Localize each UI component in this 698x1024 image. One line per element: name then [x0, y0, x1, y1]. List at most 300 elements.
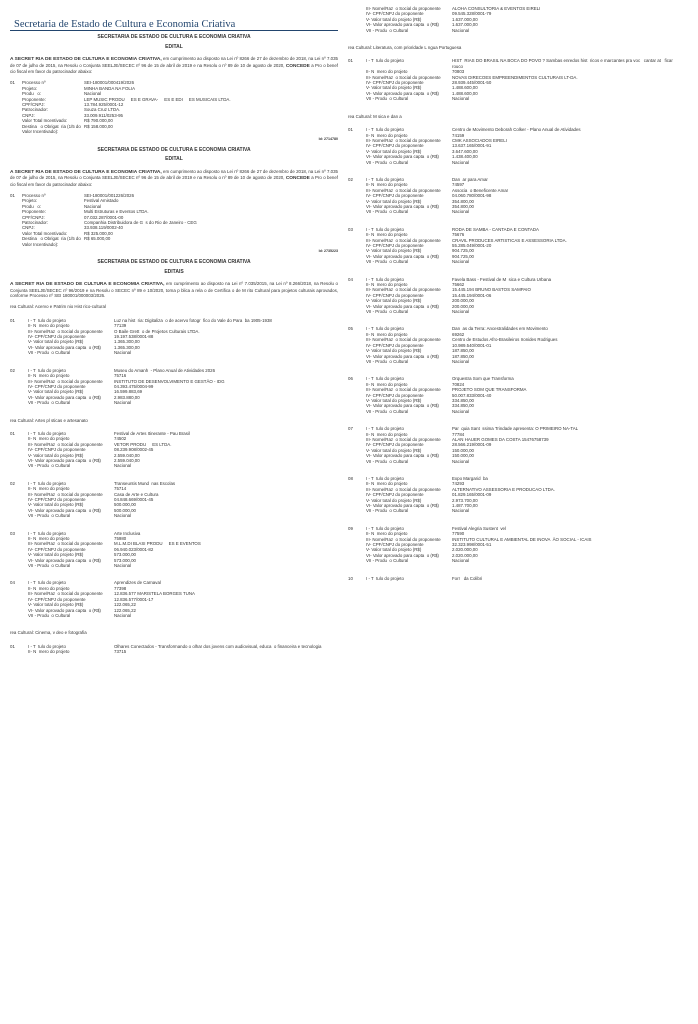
project-entry — [348, 227, 678, 265]
process-value: 07.032.287/0001-00 — [84, 214, 124, 220]
block2-intro-bold2: CONCEDE — [285, 176, 310, 182]
entry-value: VETOR PRODU ES LTDA. — [114, 441, 172, 447]
entry-label: VI- Valor aprovado para capta o (R$) — [366, 22, 439, 28]
entry-value: 122.065,22 — [114, 602, 136, 608]
entry-label: VI- Valor aprovado para capta o (R$) — [366, 453, 439, 459]
entry-number: 02 — [10, 480, 15, 486]
entry-label: II- N mero do projeto — [28, 373, 70, 379]
process-label: CPF/CNPJ: — [22, 102, 45, 108]
area-heading: rea Cultural: M sica e dan a — [348, 113, 402, 119]
entry-label: V- Valor total do projeto (R$) — [366, 148, 422, 154]
entry-value: 75676 — [452, 232, 465, 238]
entry-label: I - T tulo do projeto — [28, 480, 66, 486]
entry-label: II- N mero do projeto — [366, 132, 408, 138]
project-entry — [10, 368, 338, 406]
project-entry — [348, 58, 678, 101]
entry-label: III- Nome/Raz o Social do proponente — [366, 74, 441, 80]
entry-label: VII - Produ o Cultural — [366, 508, 409, 514]
entry-value: 1.487.700,00 — [452, 503, 478, 509]
entry-value: 74597 — [452, 182, 465, 188]
block1-intro-text: em cumprimento ao disposto na Lei nº 8266 de 27 de dezembro de 2018, na Lei nº 7.035 de 07 de julho de 2015, na Resolu o Conjunta SEELJE/SECEC nº 96 de 15 de abril de 2019 e na Resolu o nº 89 de 10 de agosto de 2020, — [10, 56, 338, 68]
entry-value: 1.488.600,00 — [452, 90, 478, 96]
entry-label: II- N mero do projeto — [366, 69, 408, 75]
process-label: Patrocinador: — [22, 219, 49, 225]
project-entry — [10, 431, 338, 469]
entry-label: V- Valor total do projeto (R$) — [366, 447, 422, 453]
entry-label: IV- CPF/CNPJ do proponente — [366, 243, 424, 248]
entry-value: Arte Inclusiva — [114, 530, 141, 536]
entry-value: INSTITUTO DE DESENVOLVIMENTO E GESTÃO - IDG — [114, 378, 225, 384]
entry-value: 2.973.700,00 — [452, 497, 478, 503]
entry-label: III- Nome/Raz o Social do proponente — [28, 541, 103, 547]
entry-value: 77784 — [452, 431, 465, 437]
entry-value: 77139 — [114, 323, 127, 329]
block2-intro-text2: a Pro o benef cio fiscal em favor do patrocinador abaixo: — [10, 175, 338, 187]
entry-value: 1.365.300,00 — [114, 339, 140, 345]
entry-value: INSTITUTO CULTURAL E AMBIENTAL DE INOVA ÃO SOCIAL - ICAIS — [452, 536, 592, 542]
entry-value: 500.000,00 — [114, 502, 136, 508]
entry-label: I - T tulo do projeto — [366, 525, 404, 531]
process-value: Souza Cruz LTDA. — [84, 107, 121, 113]
entry-value: Nacional — [114, 563, 132, 569]
process-label: Projeto: — [22, 85, 38, 91]
entry-label: III- Nome/Raz o Social do proponente — [28, 378, 103, 384]
process-label: Projeto: — [22, 198, 38, 204]
project-entry — [10, 481, 338, 519]
entry-label: I - T tulo do projeto — [366, 376, 404, 382]
entry-number: 05 — [348, 326, 353, 332]
entry-number: 04 — [348, 276, 353, 282]
entry-label: I - T tulo do projeto — [28, 317, 66, 323]
project-entry — [10, 318, 338, 356]
entry-label: V- Valor total do projeto (R$) — [366, 16, 422, 22]
entry-value: 13.637.165/0001-91 — [452, 143, 492, 149]
entry-value: 75662 — [452, 282, 465, 288]
entry-value: 2.559.040,00 — [114, 457, 140, 463]
entry-label: I - T tulo do projeto — [366, 326, 404, 332]
entry-label: VI- Valor aprovado para capta o (R$) — [366, 552, 439, 558]
entry-label: IV- CPF/CNPJ do proponente — [28, 546, 86, 552]
entry-value: 12.836.577/0001-17 — [114, 596, 154, 602]
entry-label: VII - Produ o Cultural — [366, 27, 409, 33]
area-heading: rea Cultural: Acervo e Patrim nio Hist rico-cultural — [10, 304, 106, 310]
block3-intro — [10, 281, 338, 298]
entry-label: IV- CPF/CNPJ do proponente — [366, 292, 424, 298]
process-label: CPF/CNPJ: — [22, 214, 45, 220]
entry-value: Casa de Arte e Cultura — [114, 491, 159, 497]
process-label: Produ o: — [22, 91, 42, 97]
entry-label: VII - Produ o Cultural — [28, 513, 71, 519]
block2-title: SECRETARIA DE ESTADO DE CULTURA E ECONOMIA CRIATIVA — [97, 146, 251, 153]
process-number — [10, 236, 22, 247]
entry-value: 150.000,00 — [452, 453, 474, 459]
entry-label: IV- CPF/CNPJ do proponente — [366, 442, 424, 448]
entry-label: VI- Valor aprovado para capta o (R$) — [366, 90, 439, 96]
block1-id: Id: 2714780 — [318, 136, 338, 141]
block1-intro-bold2: CONCEDE — [285, 63, 310, 69]
process-label: Proponente: — [22, 209, 46, 215]
entry-label: VII - Produ o Cultural — [366, 408, 409, 414]
entry-value: 2.983.880,00 — [114, 394, 140, 400]
entry-value: Expo Margarid ba — [452, 476, 488, 481]
entry-value: Nacional — [452, 27, 470, 33]
process-value: 33.009.911/0253-95 — [84, 112, 123, 118]
entry-value: Nacional — [452, 209, 470, 215]
entry-value: 2.559.040,00 — [114, 452, 140, 458]
entry-value: 06.940.023/0001-82 — [114, 546, 154, 552]
process-value: Multi Estruturas e Eventos LTDA. — [84, 209, 149, 215]
entry-value: 200.000,00 — [452, 298, 474, 304]
entry-label: VI- Valor aprovado para capta o (R$) — [366, 353, 439, 359]
entry-value: 74502 — [114, 436, 127, 442]
entry-value: 77398 — [114, 585, 127, 591]
project-entry-continued — [348, 6, 678, 33]
entry-value: 08.239.908/0002-45 — [114, 447, 154, 453]
entry-label: IV- CPF/CNPJ do proponente — [28, 383, 86, 389]
project-entry — [348, 426, 678, 464]
process-value: R$ 325.000,00 — [84, 230, 113, 236]
entry-label: VII - Produ o Cultural — [366, 309, 409, 315]
entry-label: V- Valor total do projeto (R$) — [366, 397, 422, 403]
process-value: LEP MUSIC PRODU ES E GRAVA- ES E EDI ES MUSICAIS LTDA. — [84, 96, 231, 102]
entry-label: II- N mero do projeto — [28, 649, 70, 655]
entry-value: 74293 — [452, 481, 465, 487]
entry-value: 32.323.998/0001-51 — [452, 542, 492, 548]
entry-value: 74159 — [452, 132, 465, 138]
entry-value: RODA DE SAMBA - CANTADA E CONTADA — [452, 226, 539, 232]
entry-label: V- Valor total do projeto (R$) — [28, 452, 84, 458]
entry-value: Olhares Conectados - Transformando o olhar dos jovens com audiovisual, educa o financeira e tecnologia — [114, 643, 322, 649]
entry-value: Nacional — [452, 309, 470, 315]
entry-label: III- Nome/Raz o Social do proponente — [366, 287, 441, 293]
entry-value: 573.000,00 — [114, 552, 136, 558]
entry-label: II- N mero do projeto — [366, 282, 408, 288]
entry-label: III- Nome/Raz o Social do proponente — [366, 187, 441, 193]
entry-label: IV- CPF/CNPJ do proponente — [366, 193, 424, 199]
entry-value: PROJETO SOM QUE TRANSFORMA — [452, 387, 527, 393]
entry-label: V- Valor total do projeto (R$) — [28, 389, 84, 395]
entry-value: 75980 — [114, 536, 127, 542]
entry-value: 187.850,00 — [452, 348, 474, 354]
entry-value: Nacional — [452, 408, 470, 414]
entry-label: VI- Valor aprovado para capta o (R$) — [366, 303, 439, 309]
entry-value: Festival de Artes Itinerante - Pau Brasil — [114, 430, 190, 436]
project-entry — [348, 277, 678, 315]
entry-label: III- Nome/Raz o Social do proponente — [28, 491, 103, 497]
entry-label: IV- CPF/CNPJ do proponente — [366, 392, 424, 398]
entry-label: III- Nome/Raz o Social do proponente — [366, 337, 441, 343]
entry-number: 01 — [10, 643, 15, 649]
entry-value: Favela Bass - Festival de M sica e Cultura Urbana — [452, 276, 552, 282]
block3-intro-bold: A SECRET RIA DE ESTADO DE CULTURA E ECONOMIA CRIATIVA, — [10, 282, 165, 288]
process-value: MINHA BANDA NA FOLIA — [84, 85, 135, 91]
entry-value: 500.000,00 — [114, 507, 136, 513]
entry-label: II- N mero do projeto — [366, 381, 408, 387]
entry-value: 09.545.328/0001-79 — [452, 11, 492, 17]
entry-label: I - T tulo do projeto — [28, 530, 66, 536]
process-label: CNPJ: — [22, 225, 35, 231]
entry-value: ALOHA CONSULTORIA & EVENTOS EIRELI — [452, 6, 541, 11]
entry-value: 354.800,00 — [452, 198, 474, 204]
entry-label: V- Valor total do projeto (R$) — [366, 497, 422, 503]
entry-value: Par quia Sant ssima Trindade apresenta: O PRIMEIRO NA-TAL — [452, 426, 579, 432]
entry-value: Dan ar para Amar — [452, 176, 488, 182]
process-value: Festival Amistado — [84, 198, 119, 204]
entry-value: Museu do Amanh - Plano Anual de Atividades 2026 — [114, 367, 216, 373]
process-label: Patrocinador: — [22, 107, 49, 113]
entry-value: Nacional — [452, 159, 470, 165]
block1-title: SECRETARIA DE ESTADO DE CULTURA E ECONOMIA CRIATIVA — [97, 34, 251, 41]
process-label: Destina o Obrigat ria (1/5 do Valor Incentivado): — [22, 123, 83, 135]
entry-number: 01 — [10, 430, 15, 436]
entry-label: III- Nome/Raz o Social do proponente — [366, 6, 441, 11]
entry-label: II- N mero do projeto — [366, 232, 408, 238]
entry-number: 10 — [348, 575, 353, 581]
process-label: Produ o: — [22, 203, 42, 209]
entry-label: I - T tulo do projeto — [366, 58, 404, 64]
block1-process — [10, 80, 338, 134]
entry-label: IV- CPF/CNPJ do proponente — [366, 80, 424, 86]
entry-value: 3.647.600,00 — [452, 148, 478, 154]
project-entry — [348, 476, 678, 514]
entry-label: VI- Valor aprovado para capta o (R$) — [366, 403, 439, 409]
entry-label: III- Nome/Raz o Social do proponente — [366, 387, 441, 393]
entry-label: II- N mero do projeto — [28, 585, 70, 591]
entry-value: 10.989.540/0001-01 — [452, 342, 492, 348]
entry-label: VII - Produ o Cultural — [366, 209, 409, 215]
block2-subtitle: EDITAL — [165, 156, 183, 163]
entry-value: ALTERNATIVO ASSESSORIA E PRODUCAO LTDA. — [452, 486, 555, 492]
entry-value: 04.848.669/0001-45 — [114, 497, 154, 502]
process-label: Valor Total Incentivado: — [22, 118, 68, 124]
block3-subtitle: EDITAIS — [164, 268, 184, 275]
entry-value: 70803 — [452, 69, 465, 75]
project-entry — [348, 177, 678, 215]
entry-label: VII - Produ o Cultural — [366, 358, 409, 364]
entry-label: VII - Produ o Cultural — [28, 350, 71, 356]
process-label: Valor Total Incentivado: — [22, 230, 68, 236]
entry-label: V- Valor total do projeto (R$) — [366, 348, 422, 354]
entry-label: I - T tulo do projeto — [28, 367, 66, 373]
entry-label: IV- CPF/CNPJ do proponente — [366, 542, 424, 548]
process-value: 13.784.925/0001-12 — [84, 102, 124, 108]
process-value: Companhia Distribuidora de G s do Rio de Janeiro - CEG — [84, 219, 197, 225]
left-column — [10, 14, 338, 667]
entry-value: 573.000,00 — [114, 557, 136, 563]
entry-value: O Baile Grett o de Projetos Culturais LTDA. — [114, 328, 200, 334]
entry-value: 150.000,00 — [452, 447, 474, 453]
entry-label: VI- Valor aprovado para capta o (R$) — [28, 394, 101, 400]
entry-label: VI- Valor aprovado para capta o (R$) — [28, 457, 101, 463]
entry-label: VII - Produ o Cultural — [28, 400, 71, 406]
entry-number: 03 — [10, 530, 15, 536]
entry-label: IV- CPF/CNPJ do proponente — [366, 143, 424, 149]
entry-label: I - T tulo do projeto — [366, 127, 404, 133]
page-header-title: Secretaria de Estado de Cultura e Economia Criativa — [10, 14, 338, 31]
entry-number: 02 — [10, 367, 15, 373]
entry-value: 77590 — [452, 531, 465, 537]
entry-value: Festival Alegria Sustent vel — [452, 525, 506, 531]
area-heading: rea Cultural: Cinema, v deo e fotografia — [10, 630, 87, 636]
block2-intro-text: em cumprimento ao disposto na Lei nº 8266 de 27 de dezembro de 2018, na Lei nº 7.035 de 07 de julho de 2015, na Resolu o Conjunta SEELJE/SECEC nº 96 de 15 de abril de 2019 e na Resolu o nº 89 de 10 de agosto de 2020, — [10, 168, 338, 181]
entry-value: Nacional — [114, 612, 132, 618]
entry-value: 122.065,22 — [114, 607, 136, 613]
block2-process — [10, 193, 338, 247]
entry-value: NOVAS DIRECOES EMPREENDIMENTOS CULTURAIS LT-DA. — [452, 74, 578, 80]
entry-label: V- Valor total do projeto (R$) — [28, 602, 84, 608]
entry-value: 69262 — [452, 331, 465, 337]
entry-label: VII - Produ o Cultural — [366, 458, 409, 464]
entry-value: 16.599.883,69 — [114, 389, 143, 395]
entry-value: Nacional — [114, 400, 132, 406]
entry-label: IV- CPF/CNPJ do proponente — [366, 342, 424, 348]
entry-label: IV- CPF/CNPJ do proponente — [366, 492, 424, 498]
process-value: Nacional — [84, 91, 102, 97]
entry-label: VI- Valor aprovado para capta o (R$) — [366, 154, 439, 160]
entry-label: VII - Produ o Cultural — [366, 558, 409, 564]
project-entry — [10, 644, 338, 655]
entry-value: Orquestra Som que Transforma — [452, 376, 514, 382]
entry-label: I - T tulo do projeto — [366, 575, 404, 581]
process-value: R$ 790.000,00 — [84, 118, 113, 124]
block1-intro — [10, 56, 338, 74]
entry-value: 354.800,00 — [452, 203, 474, 209]
entry-label: VI- Valor aprovado para capta o (R$) — [366, 503, 439, 509]
entry-label: III- Nome/Raz o Social do proponente — [28, 328, 103, 334]
project-entry — [348, 326, 678, 364]
entry-value: Nacional — [452, 96, 470, 102]
area-heading: rea Cultural: Artes pl sticas e artesanato — [10, 417, 88, 423]
entry-label: VI- Valor aprovado para capta o (R$) — [28, 607, 101, 613]
entry-value: Nacional — [114, 513, 132, 519]
process-label: Processo nº — [22, 80, 46, 86]
entry-value: 904.725,00 — [452, 248, 474, 254]
entry-label: I - T tulo do projeto — [366, 426, 404, 432]
entry-value: Dan as da Terra: Ancestralidades em Movimento — [452, 326, 548, 332]
entry-value: Aprendizes de Carnaval — [114, 580, 161, 586]
entry-label: VII - Produ o Cultural — [366, 159, 409, 165]
project-entry — [348, 376, 678, 414]
entry-label: II- N mero do projeto — [366, 182, 408, 188]
entry-value: Nacional — [452, 458, 470, 464]
entry-label: IV- CPF/CNPJ do proponente — [28, 334, 86, 340]
entry-number: 01 — [10, 317, 15, 323]
entry-label: V- Valor total do projeto (R$) — [28, 339, 84, 345]
entry-number: 01 — [348, 58, 353, 64]
entry-value: Centro de Movimento Deborah Colker - Plano Anual de Atividades — [452, 127, 581, 133]
process-number: 01 — [10, 192, 15, 198]
entry-value: 28.566.219/0001-09 — [452, 442, 492, 448]
project-entry — [348, 526, 678, 564]
process-value: 33.938.119/0002-40 — [84, 225, 123, 231]
entry-label: V- Valor total do projeto (R$) — [366, 85, 422, 91]
entry-label: II- N mero do projeto — [366, 531, 408, 537]
process-label: Processo nº — [22, 192, 46, 198]
entry-label: V- Valor total do projeto (R$) — [366, 248, 422, 254]
entry-value: 334.850,00 — [452, 403, 474, 409]
project-entry — [348, 576, 678, 581]
entry-value: 28.939.445/0001-50 — [452, 80, 492, 86]
entry-value: Nacional — [452, 358, 470, 364]
entry-value: 15.445.194 BRUNO BASTOS SAMPAIO — [452, 287, 531, 293]
entry-label: V- Valor total do projeto (R$) — [366, 198, 422, 204]
entry-number: 03 — [348, 226, 353, 232]
entry-label: VI- Valor aprovado para capta o (R$) — [366, 203, 439, 209]
process-value: R$ 158.000,00 — [84, 123, 113, 129]
entry-label: V- Valor total do projeto (R$) — [366, 547, 422, 553]
entry-value: Forr da Colibri — [452, 575, 483, 581]
entry-number-empty — [348, 6, 366, 33]
right-column — [348, 2, 678, 593]
project-entry — [348, 127, 678, 165]
entry-label: V- Valor total do projeto (R$) — [28, 552, 84, 558]
entry-label: II- N mero do projeto — [366, 481, 408, 487]
block1-intro-text2: a Pro o benef cio fiscal em favor do patrocinador abaixo: — [10, 62, 338, 75]
process-label: Proponente: — [22, 96, 46, 102]
entry-value: Centro de Estudos Afro-Brasileiros Ironides Rodrigues — [452, 337, 558, 343]
entry-value: 73715 — [114, 649, 127, 655]
entry-value: 19.197.538/0001-88 — [114, 334, 154, 340]
process-value: SEI-180001/000419/2026 — [84, 80, 135, 86]
block3-title: SECRETARIA DE ESTADO DE CULTURA E ECONOMIA CRIATIVA — [97, 259, 251, 266]
entry-value: 75716 — [114, 373, 127, 379]
entry-value: 12.836.577 MARISTELA BORGES TUNA — [114, 591, 195, 597]
entry-label: VII - Produ o Cultural — [28, 563, 71, 569]
entry-value: 1.637.000,00 — [452, 22, 478, 28]
entry-label: V- Valor total do projeto (R$) — [366, 298, 422, 304]
entry-label: IV- CPF/CNPJ do proponente — [28, 447, 86, 453]
entry-label: VI- Valor aprovado para capta o (R$) — [28, 557, 101, 563]
entry-value: Nacional — [452, 558, 470, 564]
entry-label: I - T tulo do projeto — [366, 226, 404, 232]
entry-label: IV- CPF/CNPJ do proponente — [366, 11, 424, 17]
project-entry — [10, 580, 338, 618]
entry-value: 2.020.000,00 — [452, 552, 478, 558]
entry-label: III- Nome/Raz o Social do proponente — [366, 436, 441, 442]
entry-label: I - T tulo do projeto — [28, 430, 66, 436]
block2-id: Id: 2735223 — [318, 249, 338, 253]
entry-number: 01 — [348, 127, 353, 133]
entry-number: 07 — [348, 426, 353, 432]
entry-value: Associa o Beneficente Amar — [452, 187, 509, 193]
process-number — [10, 124, 22, 135]
entry-value: Nacional — [452, 259, 470, 265]
entry-label: II- N mero do projeto — [28, 536, 70, 542]
process-value: Nacional — [84, 203, 102, 209]
entry-value: Nacional — [114, 350, 132, 356]
entry-label: II- N mero do projeto — [366, 431, 408, 437]
entry-number: 06 — [348, 376, 353, 382]
entry-label: II- N mero do projeto — [28, 323, 70, 329]
entry-label: III- Nome/Raz o Social do proponente — [366, 137, 441, 143]
entry-value: 55.285.049/0001-20 — [452, 243, 492, 248]
entry-label: II- N mero do projeto — [28, 436, 70, 442]
entry-label: II- N mero do projeto — [28, 486, 70, 492]
entry-value: 1.365.300,00 — [114, 344, 140, 350]
entry-value: 01.829.165/0001-09 — [452, 492, 492, 498]
entry-number: 09 — [348, 525, 353, 531]
entry-label: VI- Valor aprovado para capta o (R$) — [28, 507, 101, 513]
block3-intro-text: em cumprimento ao disposto na Lei nº 7.035/2015, na Lei nº 8.266/2018, na Resolu o Conjunta SEELJE/SECEC nº 96/2019 e na Resolu o SECEC nº 89 e 10/2020, torna p blica a rela o de Certifica o de M rito Cultural para projetos culturais aprovados, conforme Processo nº SEI 180001/000003/2026. — [10, 281, 338, 299]
project-entry — [10, 531, 338, 569]
entry-label: VII - Produ o Cultural — [366, 96, 409, 102]
entry-value: M.L.M.DI BLASI PRODU ES E EVENTOS — [114, 541, 201, 547]
entry-value: 04.060.780/0001-98 — [452, 193, 492, 199]
entry-value: HIST RIAS DO BRASIL NA BOCA DO POVO ? Sambas enredos hist ricos e marcantes pra voc cantar at ficar rouco — [452, 58, 675, 69]
entry-value: 04.393.475/0004-99 — [114, 383, 154, 389]
entry-value: 2.020.000,00 — [452, 547, 478, 553]
entry-value: Luz na hist ria: Digitaliza o de acervo fotogr fico do Vale do Para ba 1905-1938 — [114, 317, 272, 323]
